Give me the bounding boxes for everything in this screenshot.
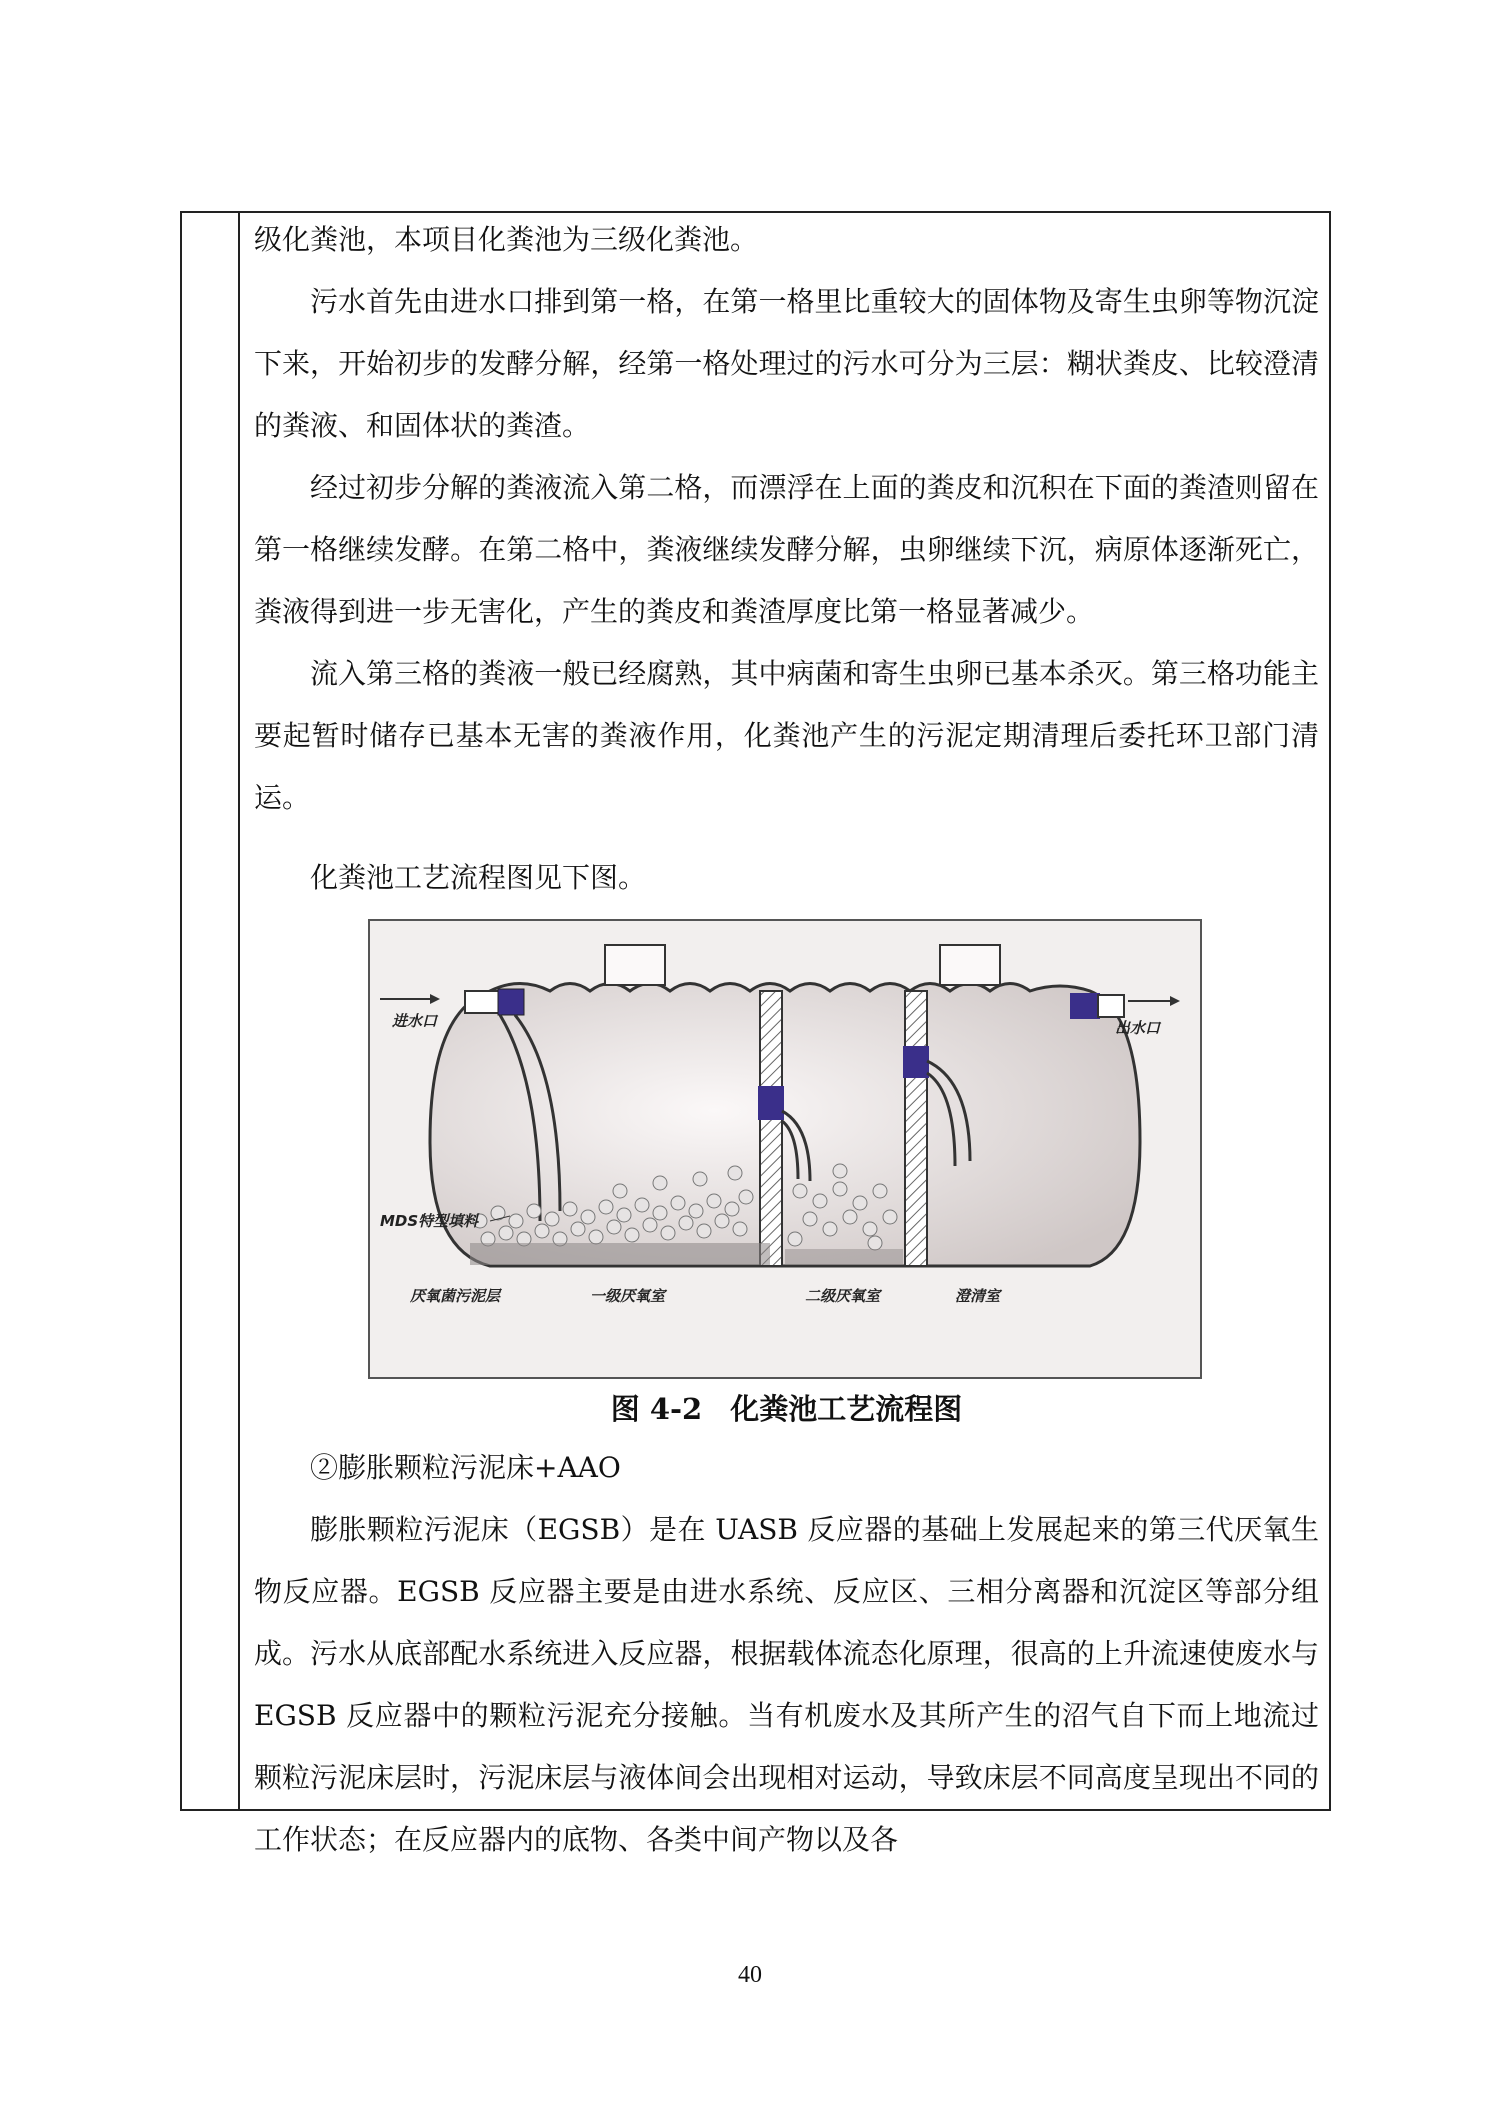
paragraph-2: 污水首先由进水口排到第一格，在第一格里比重较大的固体物及寄生虫卵等物沉淀下来，开始初步的发酵分解，经第一格处理过的污水可分为三层：糊状粪皮、比较澄清的粪液、和固体状的粪渣。	[254, 285, 1319, 442]
baffle-wall-2	[905, 991, 927, 1266]
outlet-joint	[1070, 993, 1100, 1019]
baffle-opening-2	[903, 1046, 929, 1078]
paragraph-3: 经过初步分解的粪液流入第二格，而漂浮在上面的粪皮和沉积在下面的粪渣则留在第一格继续发酵。在第二格中，粪液继续发酵分解，虫卵继续下沉，病原体逐渐死亡，粪液得到进一步无害化，产生的粪皮和粪渣厚度比第一格显著减少。	[254, 471, 1319, 628]
paragraph-6: ②膨胀颗粒污泥床+AAO	[310, 1451, 621, 1484]
label-sludge-layer: 厌氧菌污泥层	[410, 1287, 501, 1305]
access-cover-2	[940, 945, 1000, 985]
table-column-divider	[238, 213, 240, 1809]
septic-tank-diagram	[368, 919, 1202, 1379]
label-outlet: 出水口	[1115, 1019, 1161, 1037]
figure-caption	[254, 1385, 1319, 1433]
label-filler: MDS特型填料	[380, 1212, 479, 1230]
label-chamber-2: 二级厌氧室	[805, 1287, 881, 1305]
content-table	[180, 211, 1331, 1856]
inlet-joint	[498, 989, 524, 1015]
baffle-opening-1	[758, 1086, 784, 1120]
paragraph-1: 级化粪池，本项目化粪池为三级化粪池。	[254, 223, 759, 256]
paragraph-7: 膨胀颗粒污泥床（EGSB）是在 UASB 反应器的基础上发展起来的第三代厌氧生物反应器。EGSB 反应器主要是由进水系统、反应区、三相分离器和沉淀区等部分组成。污水从底部配水系统进入反应器，根据载体流态化原理，很高的上升流速使废水与 EGSB 反应器中的颗粒污泥充分接触。当有机废水及其所产生的沼气自下而上地流过颗粒污泥床层时，污泥床层与液体间会出现相对运动，导致床层不同高度呈现出不同的工作状态；在反应器内的底物、各类中间产物以及各	[254, 1513, 1319, 1856]
label-clear-chamber: 澄清室	[955, 1287, 1001, 1305]
label-chamber-1: 一级厌氧室	[590, 1287, 666, 1305]
sludge-bed	[470, 1243, 770, 1265]
figure-number: 图 4-2	[610, 1392, 703, 1426]
outlet-pipe	[1098, 995, 1124, 1017]
table-content-cell	[254, 213, 1319, 1871]
baffle-wall-1	[760, 991, 782, 1266]
figure-title: 化粪池工艺流程图	[730, 1392, 963, 1426]
paragraph-4: 流入第三格的粪液一般已经腐熟，其中病菌和寄生虫卵已基本杀灭。第三格功能主要起暂时储存已基本无害的粪液作用，化粪池产生的污泥定期清理后委托环卫部门清运。	[254, 657, 1319, 814]
access-cover-1	[605, 945, 665, 985]
page-number: 40	[738, 1962, 762, 1988]
label-inlet: 进水口	[392, 1012, 438, 1030]
paragraph-5: 化粪池工艺流程图见下图。	[310, 861, 647, 894]
septic-tank-svg	[370, 921, 1200, 1377]
